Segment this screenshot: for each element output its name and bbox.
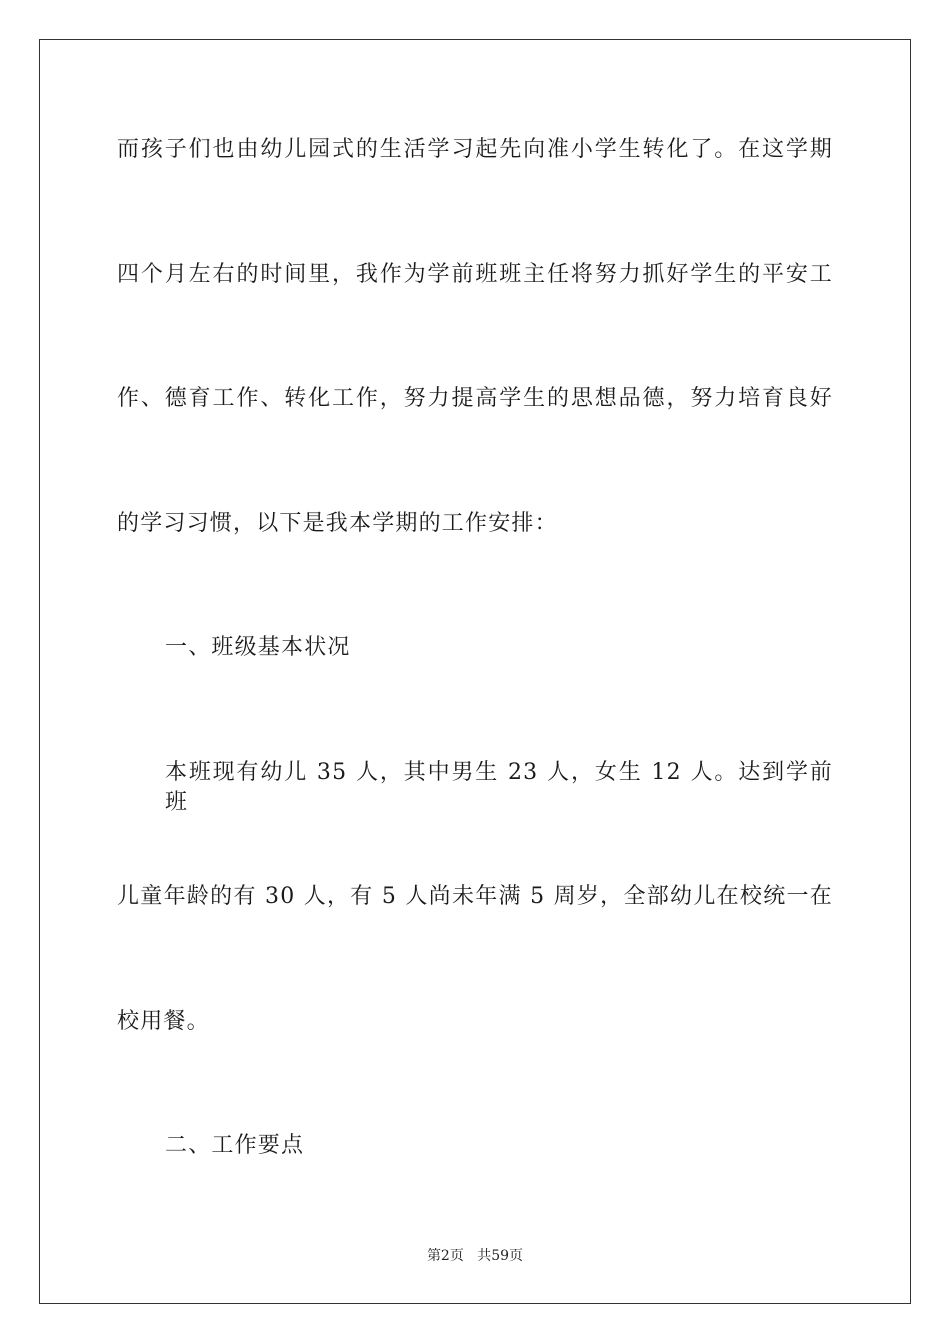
page-total: 共59页 bbox=[477, 1248, 524, 1264]
body-line-2: 四个月左右的时间里，我作为学前班班主任将努力抓好学生的平安工 bbox=[117, 262, 833, 287]
page-footer bbox=[0, 1247, 950, 1265]
section-heading-2: 二、工作要点 bbox=[165, 1133, 305, 1158]
body-line-1: 而孩子们也由幼儿园式的生活学习起先向准小学生转化了。在这学期 bbox=[117, 137, 833, 162]
body-line-6: 儿童年龄的有 30 人，有 5 人尚未年满 5 周岁，全部幼儿在校统一在 bbox=[117, 884, 833, 909]
body-line-7: 校用餐。 bbox=[117, 1009, 210, 1034]
body-line-5: 本班现有幼儿 35 人，其中男生 23 人，女生 12 人。达到学前班 bbox=[165, 760, 833, 815]
page-frame bbox=[39, 39, 911, 1304]
section-heading-1: 一、班级基本状况 bbox=[165, 635, 351, 660]
page-number: 第2页 bbox=[426, 1248, 464, 1264]
body-line-3: 作、德育工作、转化工作，努力提高学生的思想品德，努力培育良好 bbox=[117, 386, 833, 411]
body-line-4: 的学习习惯，以下是我本学期的工作安排： bbox=[117, 511, 558, 536]
